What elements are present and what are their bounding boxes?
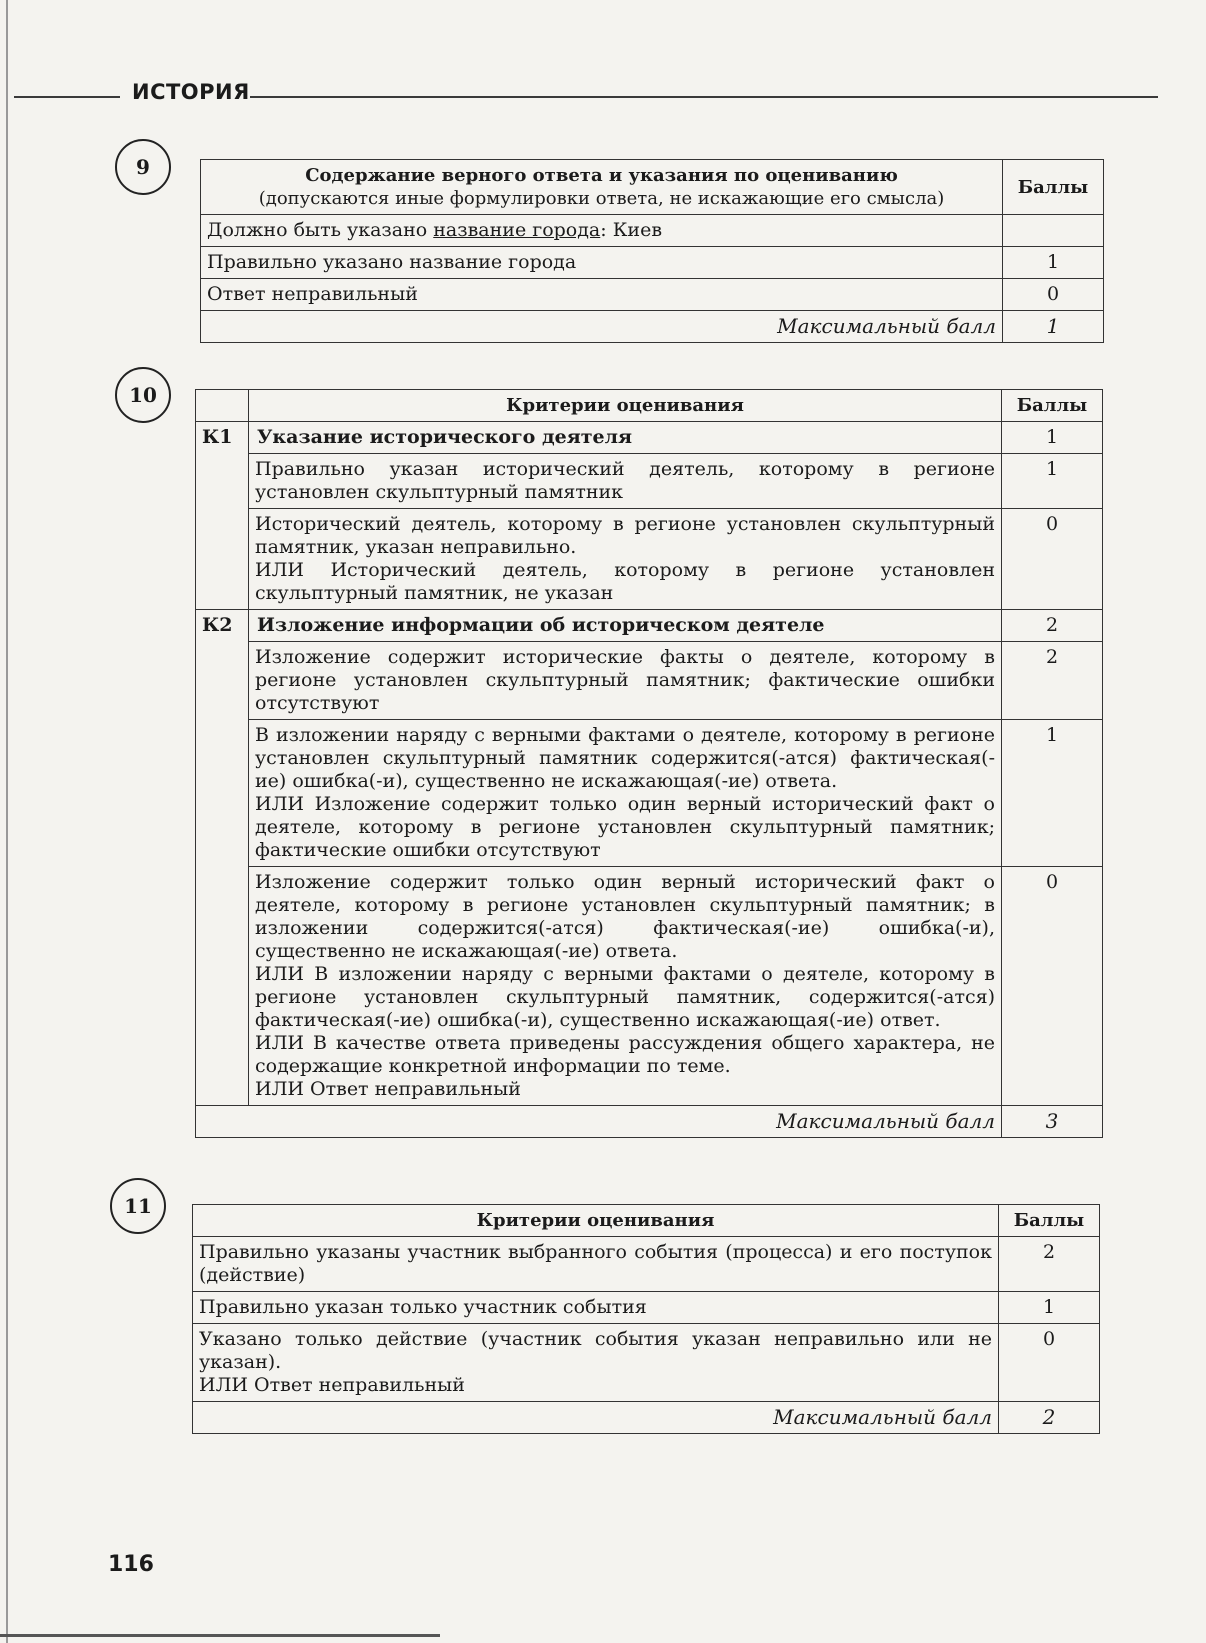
row-line: ИЛИ Изложение содержит только один верный исторический факт о деятеле, которому в регионе установлен скульптурный памятник; фактические ошибки отсутствуют [255,793,995,861]
points-cell [1003,215,1104,247]
max-score-value: 2 [999,1402,1100,1434]
criteria-header: Критерии оценивания [193,1205,999,1237]
table-header-row [201,160,1104,215]
answer-underlined: название города [433,219,601,241]
criterion-row [196,422,1103,454]
max-score-row [201,311,1104,343]
points-cell: 0 [999,1324,1100,1402]
max-score-row [193,1402,1100,1434]
points-cell: 2 [1002,642,1103,720]
criterion-k1-title: Указание исторического деятеля [249,422,1002,454]
table-header-row [193,1205,1100,1237]
points-header: Баллы [1003,160,1104,215]
table-row [193,1324,1100,1402]
row-text [249,720,1002,867]
criterion-k1-label: К1 [196,422,249,610]
header-rule-left [14,96,120,98]
row-line: ИЛИ Ответ неправильный [255,1078,521,1100]
bottom-rule [0,1634,440,1637]
row-text: Правильно указан только участник события [193,1292,999,1324]
criterion-k2-title: Изложение информации об историческом деятеле [249,610,1002,642]
table-row [201,279,1104,311]
table-row [196,642,1103,720]
page-number: 116 [108,1552,154,1577]
page-header [0,80,1160,104]
table-row [201,247,1104,279]
table-row [196,720,1103,867]
points-header: Баллы [999,1205,1100,1237]
question-11-table [192,1204,1100,1434]
row-line: ИЛИ В изложении наряду с верными фактами о деятеле, которому в регионе установлен скульптурный памятник, содержится(-атся) фактическая(-ие) ошибка(-и), существенно искажающая(-ие) ответ. [255,963,995,1031]
row-text: Правильно указано название города [201,247,1003,279]
points-cell: 2 [999,1237,1100,1292]
answer-header-note: (допускаются иные формулировки ответа, не искажающие его смысла) [258,188,945,209]
row-text: Правильно указаны участник выбранного события (процесса) и его поступок (действие) [193,1237,999,1292]
answer-text [201,215,1003,247]
row-text [249,867,1002,1106]
row-text: Ответ неправильный [201,279,1003,311]
question-10-table [195,389,1103,1138]
answer-suffix: : Киев [600,219,663,241]
answer-header [201,160,1003,215]
question-9-number: 9 [115,139,171,195]
max-score-label: Максимальный балл [193,1402,999,1434]
max-score-value: 1 [1003,311,1104,343]
row-text [249,509,1002,610]
criterion-k2-label: К2 [196,610,249,1106]
section-title: ИСТОРИЯ [132,80,250,104]
question-9-table [200,159,1104,343]
points-cell: 0 [1002,509,1103,610]
criterion-k2-points: 2 [1002,610,1103,642]
max-score-value: 3 [1002,1106,1103,1138]
row-line: Изложение содержит только один верный исторический факт о деятеле, которому в регионе установлен скульптурный памятник; в изложении содержится(-атся) фактическая(-ие) ошибка(-и), существенно не искажающая(-ие) ответа. [255,871,995,962]
row-text [193,1324,999,1402]
row-line: ИЛИ Ответ неправильный [199,1374,465,1396]
table-row [193,1237,1100,1292]
max-score-row [196,1106,1103,1138]
row-line: Исторический деятель, которому в регионе установлен скульптурный памятник, указан неправильно. [255,513,995,558]
row-line: ИЛИ В качестве ответа приведены рассуждения общего характера, не содержащие конкретной информации по теме. [255,1032,995,1077]
row-line: Указано только действие (участник события указан неправильно или не указан). [199,1328,992,1373]
points-cell: 1 [1003,247,1104,279]
max-score-label: Максимальный балл [196,1106,1002,1138]
points-cell: 1 [999,1292,1100,1324]
table-row [193,1292,1100,1324]
row-text: Правильно указан исторический деятель, которому в регионе установлен скульптурный памятник [249,454,1002,509]
row-line: В изложении наряду с верными фактами о деятеле, которому в регионе установлен скульптурный памятник содержится(-атся) фактическая(-ие) ошибка(-и), существенно не искажающая(-ие) ответа. [255,724,995,792]
criterion-row [196,610,1103,642]
row-text: Изложение содержит исторические факты о деятеле, которому в регионе установлен скульптурный памятник; фактические ошибки отсутствуют [249,642,1002,720]
row-line: ИЛИ Исторический деятель, которому в регионе установлен скульптурный памятник, не указан [255,559,995,604]
table-header-row [196,390,1103,422]
criteria-header: Критерии оценивания [249,390,1002,422]
answer-prefix: Должно быть указано [207,219,434,241]
criterion-k1-points: 1 [1002,422,1103,454]
question-10-number: 10 [115,367,171,423]
table-row [196,867,1103,1106]
table-row [201,215,1104,247]
points-cell: 0 [1003,279,1104,311]
scan-edge [6,0,8,1643]
points-cell: 1 [1002,720,1103,867]
table-row [196,454,1103,509]
question-11-number: 11 [110,1178,166,1234]
points-cell: 1 [1002,454,1103,509]
table-row [196,509,1103,610]
k-header [196,390,249,422]
header-rule-right [250,96,1158,98]
max-score-label: Максимальный балл [201,311,1003,343]
answer-header-title: Содержание верного ответа и указания по оцениванию [305,165,898,186]
points-cell: 0 [1002,867,1103,1106]
points-header: Баллы [1002,390,1103,422]
